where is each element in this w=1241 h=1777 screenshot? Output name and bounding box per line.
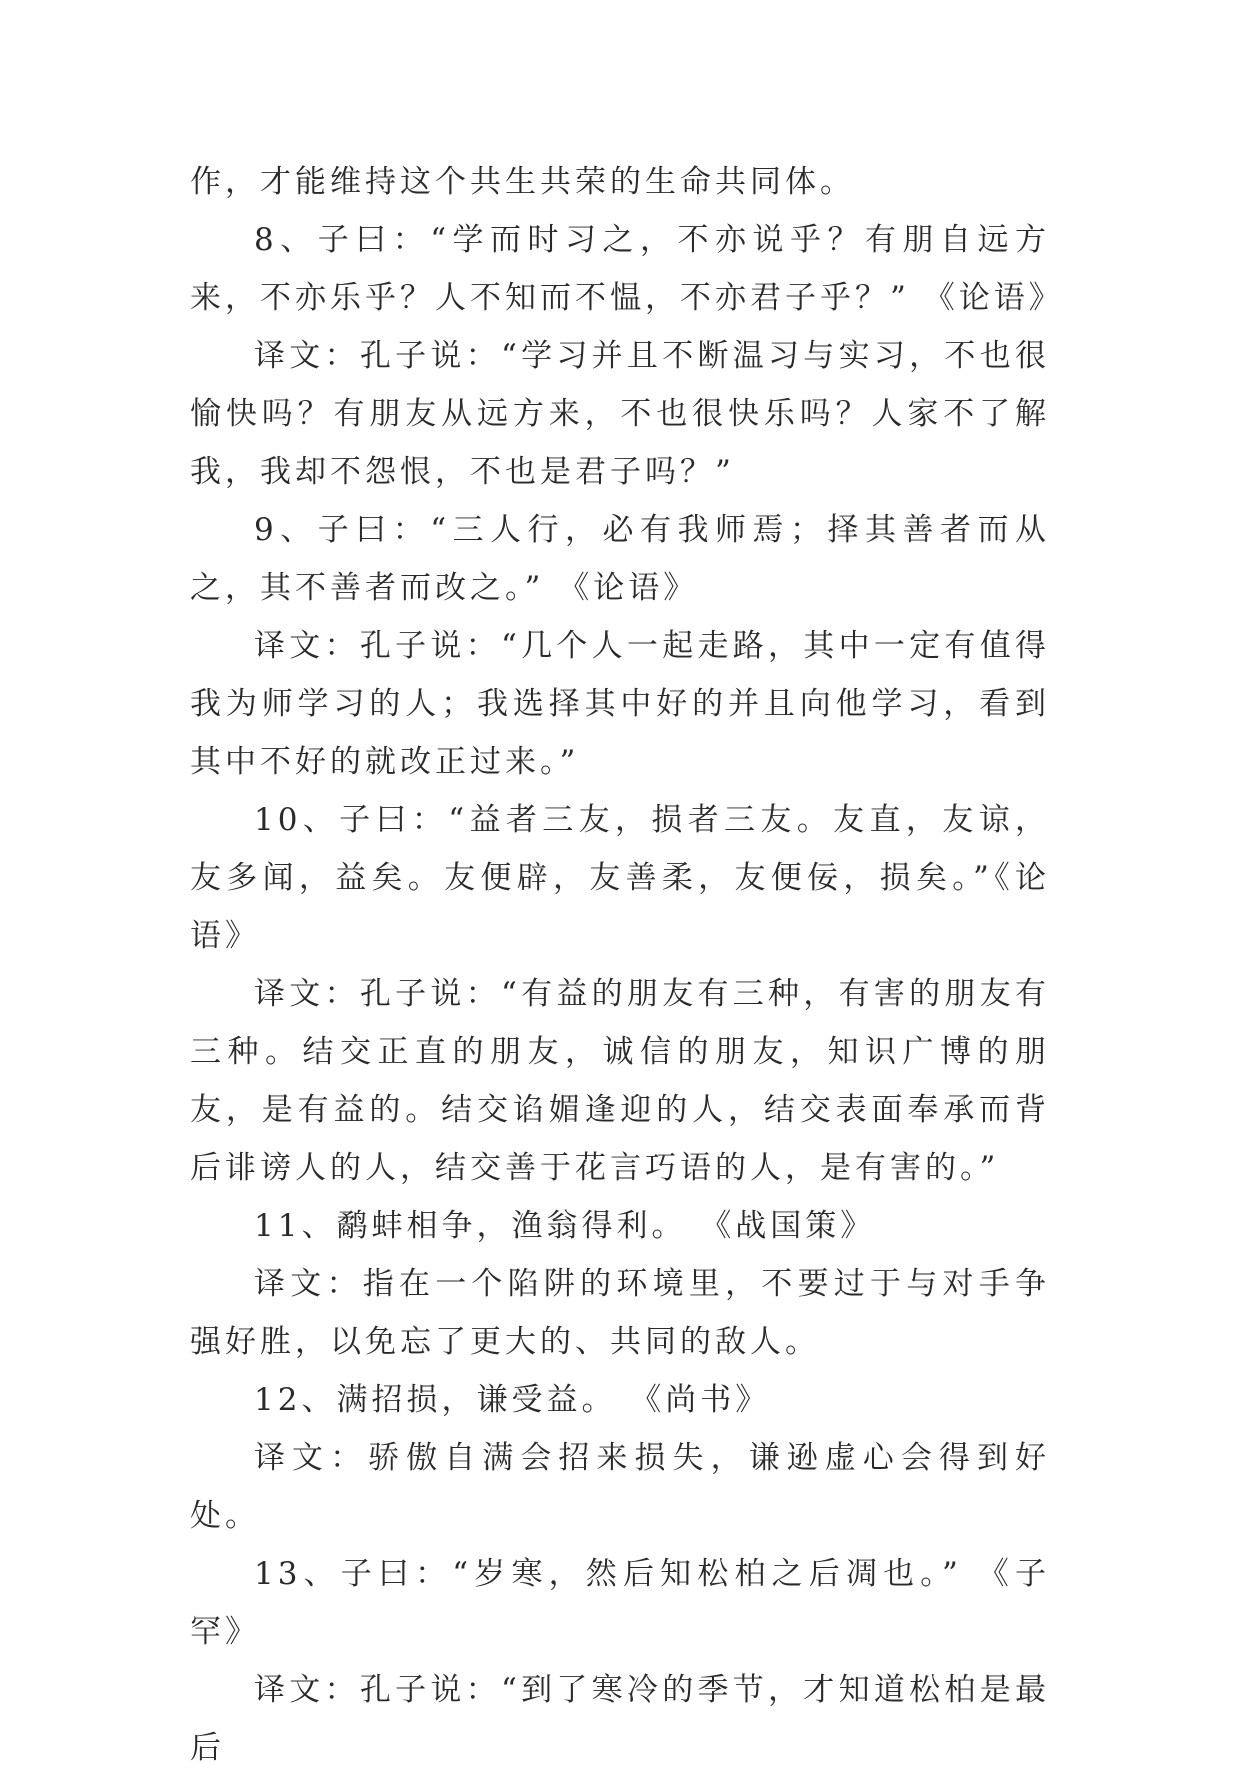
quote-10: 10、子曰：“益者三友，损者三友。友直，友谅，友多闻，益矣。友便辟，友善柔，友便佞，损矣。”《论语》 — [190, 802, 1050, 954]
translation-12: 译文：骄傲自满会招来损失，谦逊虚心会得到好处。 — [190, 1440, 1050, 1534]
quote-13: 13、子曰：“岁寒，然后知松柏之后凋也。” 《子罕》 — [190, 1556, 1050, 1650]
translation-8: 译文：孔子说：“学习并且不断温习与实习，不也很愉快吗？有朋友从远方来，不也很快乐吗？人家不了解我，我却不怨恨，不也是君子吗？” — [190, 338, 1050, 490]
quote-9: 9、子曰：“三人行，必有我师焉；择其善者而从之，其不善者而改之。” 《论语》 — [190, 512, 1050, 606]
translation-9: 译文：孔子说：“几个人一起走路，其中一定有值得我为师学习的人；我选择其中好的并且向他学习，看到其中不好的就改正过来。” — [190, 628, 1050, 780]
quote-12: 12、满招损，谦受益。 《尚书》 — [254, 1382, 771, 1418]
quote-11: 11、鹬蚌相争，渔翁得利。 《战国策》 — [254, 1208, 876, 1244]
translation-11: 译文：指在一个陷阱的环境里，不要过于与对手争强好胜，以免忘了更大的、共同的敌人。 — [190, 1266, 1050, 1360]
quote-8: 8、子曰：“学而时习之，不亦说乎？有朋自远方来，不亦乐乎？人不知而不愠，不亦君子乎？” 《论语》 — [190, 222, 1064, 316]
paragraph-continuation: 作，才能维持这个共生共荣的生命共同体。 — [190, 164, 855, 200]
translation-13: 译文：孔子说：“到了寒冷的季节，才知道松柏是最后 — [190, 1672, 1050, 1766]
document-body — [190, 153, 1064, 1777]
translation-10: 译文：孔子说：“有益的朋友有三种，有害的朋友有三种。结交正直的朋友，诚信的朋友，知识广博的朋友，是有益的。结交谄媚逢迎的人，结交表面奉承而背后诽谤人的人，结交善于花言巧语的人，是有害的。” — [190, 976, 1050, 1186]
